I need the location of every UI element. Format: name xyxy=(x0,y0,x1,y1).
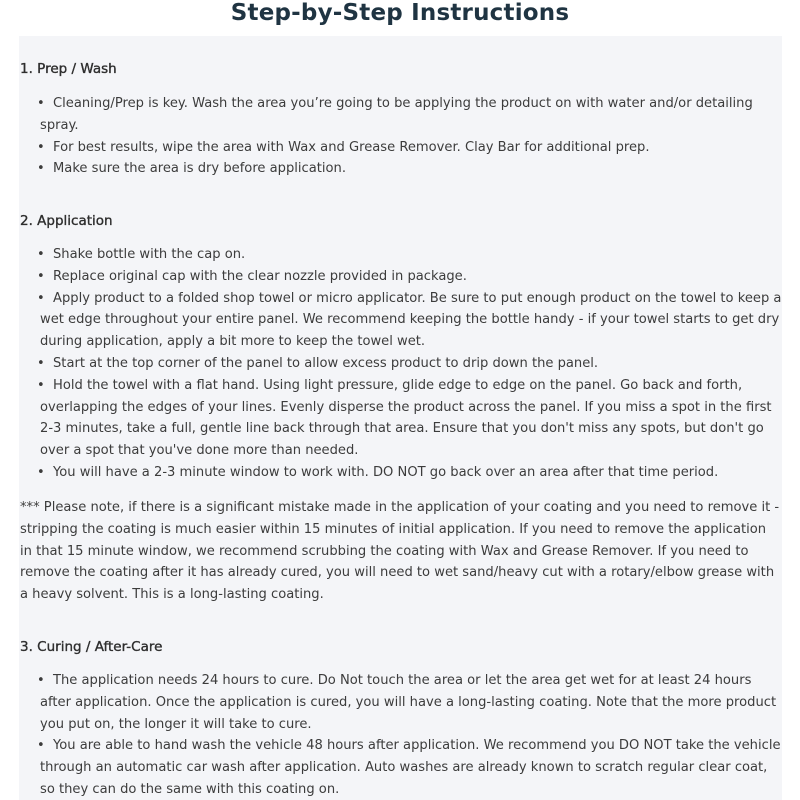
list-item: • Apply product to a folded shop towel or micro applicator. Be sure to put enough product on the towel to keep a wet edge throughout your entire panel. We recommend keeping the bottle handy - if your towel starts to get dry during application, apply a bit more to keep the towel wet. xyxy=(20,288,782,353)
page-title: Step-by-Step Instructions xyxy=(230,0,570,26)
bullet-icon: • xyxy=(37,139,45,155)
bullet-icon: • xyxy=(37,738,45,754)
bullet-icon: • xyxy=(37,464,45,480)
bullet-icon: • xyxy=(37,247,45,262)
bullet-icon: • xyxy=(37,268,45,284)
application-list xyxy=(20,244,782,484)
list-item: • Start at the top corner of the panel to allow excess product to drip down the panel. xyxy=(20,353,782,375)
section-heading-prep-wash: 1. Prep / Wash xyxy=(20,61,117,77)
bullet-icon: • xyxy=(37,355,45,371)
prep-wash-list xyxy=(20,93,782,180)
list-item: • Make sure the area is dry before application. xyxy=(20,158,782,180)
list-item: • Hold the towel with a flat hand. Using light pressure, glide edge to edge on the panel. Go back and forth, overlapping the edges of your lines. Evenly disperse the product across the panel. If you miss a spot in the first 2-3 minutes, take a full, gentle line back through that area. Ensure that you don't miss any spots, but don't go over a spot that you've done more than needed. xyxy=(20,375,782,462)
bullet-icon: • xyxy=(37,673,45,688)
section-heading-curing-after-care: 3. Curing / After-Care xyxy=(20,639,163,655)
list-item: • You will have a 2-3 minute window to work with. DO NOT go back over an area after that time period. xyxy=(20,462,782,484)
list-item: • Replace original cap with the clear nozzle provided in package. xyxy=(20,266,782,288)
list-item: • You are able to hand wash the vehicle 48 hours after application. We recommend you DO NOT take the vehicle through an automatic car wash after application. Auto washes are already known to scratch regular clear coat, so they can do the same with this coating on. xyxy=(20,735,782,800)
curing-after-care-list xyxy=(20,670,782,800)
section-heading-application: 2. Application xyxy=(20,213,113,229)
bullet-icon: • xyxy=(37,96,45,111)
list-item: • The application needs 24 hours to cure. Do Not touch the area or let the area get wet for at least 24 hours after application. Once the application is cured, you will have a long-lasting coating. Note that the more product you put on, the longer it will take to cure. xyxy=(20,670,782,735)
bullet-icon: • xyxy=(37,161,45,177)
bullet-icon: • xyxy=(37,290,45,306)
list-item: • For best results, wipe the area with Wax and Grease Remover. Clay Bar for additional prep. xyxy=(20,137,782,159)
bullet-icon: • xyxy=(37,377,45,393)
list-item: • Cleaning/Prep is key. Wash the area you’re going to be applying the product on with water and/or detailing spray. xyxy=(20,93,782,137)
coating-removal-note: *** Please note, if there is a significant mistake made in the application of your coating and you need to remove it - stripping the coating is much easier within 15 minutes of initial application. If you need to remove the application in that 15 minute window, we recommend scrubbing the coating with Wax and Grease Remover. If you need to remove the coating after it has already cured, you will need to wet sand/heavy cut with a rotary/elbow grease with a heavy solvent. This is a long-lasting coating. xyxy=(20,500,780,603)
list-item: • Shake bottle with the cap on. xyxy=(20,244,782,266)
